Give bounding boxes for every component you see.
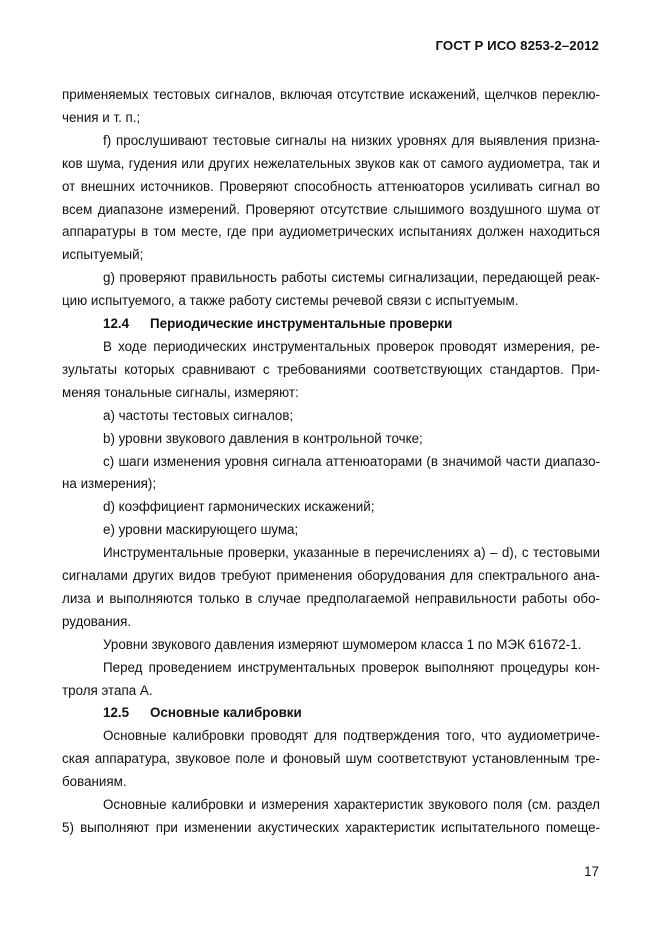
text-line: Основные калибровки и измерения характеристик звукового поля (см. раздел: [103, 797, 600, 813]
list-item-g: [62, 267, 600, 313]
section-number: 12.5: [103, 705, 130, 721]
text-line: Инструментальные проверки, указанные в перечислениях а) – d), с тестовыми: [103, 545, 600, 561]
page-number: 17: [584, 864, 599, 879]
section-12-4-paragraph-2: [62, 542, 600, 634]
continuation-paragraph: [62, 84, 600, 130]
section-number: 12.4: [103, 316, 130, 332]
section-heading-12-4: [62, 313, 600, 336]
text-line: аппаратуры в том месте, где при аудиометрических испытаниях должен находиться: [62, 224, 600, 240]
text-line: Основные калибровки проводят для подтверждения того, что аудиометриче-: [103, 728, 600, 744]
list-item-d: d) коэффициент гармонических искажений;: [103, 499, 375, 515]
text-line: на измерения);: [62, 476, 157, 492]
list-item-a: а) частоты тестовых сигналов;: [103, 407, 294, 423]
text-line: от внешних источников. Проверяют способность аттенюаторов усиливать сигнал во: [62, 178, 600, 194]
text-line: с) шаги изменения уровня сигнала аттенюаторами (в значимой части диапазо-: [103, 453, 600, 469]
text-line: троля этапа А.: [62, 682, 153, 698]
section-12-4-intro: [62, 336, 600, 405]
text-line: В ходе периодических инструментальных проверок проводят измерения, ре-: [103, 338, 600, 354]
document-body: [62, 84, 600, 840]
text-line: ская аппаратура, звуковое поле и фоновый шум соответствуют установленным тре-: [62, 751, 600, 767]
text-line: меняя тональные сигналы, измеряют:: [62, 384, 299, 400]
list-item-e: е) уровни маскирующего шума;: [103, 522, 299, 538]
text-line: сигналами других видов требуют применения оборудования для спектрального ана-: [62, 568, 600, 584]
text-line: Перед проведением инструментальных проверок выполняют процедуры кон-: [103, 659, 600, 675]
text-line: применяемых тестовых сигналов, включая отсутствие искажений, щелчков переклю-: [62, 87, 600, 102]
section-12-5-paragraph-2: [62, 794, 600, 840]
text-line: f) прослушивают тестовые сигналы на низких уровнях для выявления призна-: [103, 132, 600, 148]
text-line: лиза и выполняются только в случае предполагаемой неправильности работы обо-: [62, 590, 600, 606]
text-line: цию испытуемого, а также работу системы речевой связи с испытуемым.: [62, 293, 519, 309]
section-title: Периодические инструментальные проверки: [150, 316, 453, 332]
text-line: бованиям.: [62, 774, 127, 790]
list-item-f: [62, 130, 600, 267]
text-line: ков шума, гудения или других нежелательных звуков как от самого аудиометра, так и: [62, 155, 600, 171]
list-item-c: [62, 451, 600, 497]
section-heading-12-5: [62, 702, 600, 725]
document-header: ГОСТ Р ИСО 8253-2–2012: [435, 38, 599, 53]
section-title: Основные калибровки: [150, 705, 302, 721]
section-12-4-paragraph-4: [62, 657, 600, 703]
text-line: рудования.: [62, 613, 132, 629]
text-line: всем диапазоне измерений. Проверяют отсутствие слышимого воздушного шума от: [62, 201, 600, 217]
text-line: зультаты которых сравнивают с требованиями соответствующих стандартов. При-: [62, 361, 600, 377]
text-line: g) проверяют правильность работы системы сигнализации, передающей реак-: [103, 270, 600, 286]
section-12-4-paragraph-3: Уровни звукового давления измеряют шумомером класса 1 по МЭК 61672-1.: [103, 636, 582, 652]
text-line: чения и т. п.;: [62, 109, 141, 125]
list-item-b: b) уровни звукового давления в контрольной точке;: [103, 430, 423, 446]
text-line: испытуемый;: [62, 247, 144, 263]
text-line: 5) выполняют при изменении акустических характеристик испытательного помеще-: [62, 820, 600, 835]
section-12-5-paragraph-1: [62, 725, 600, 794]
